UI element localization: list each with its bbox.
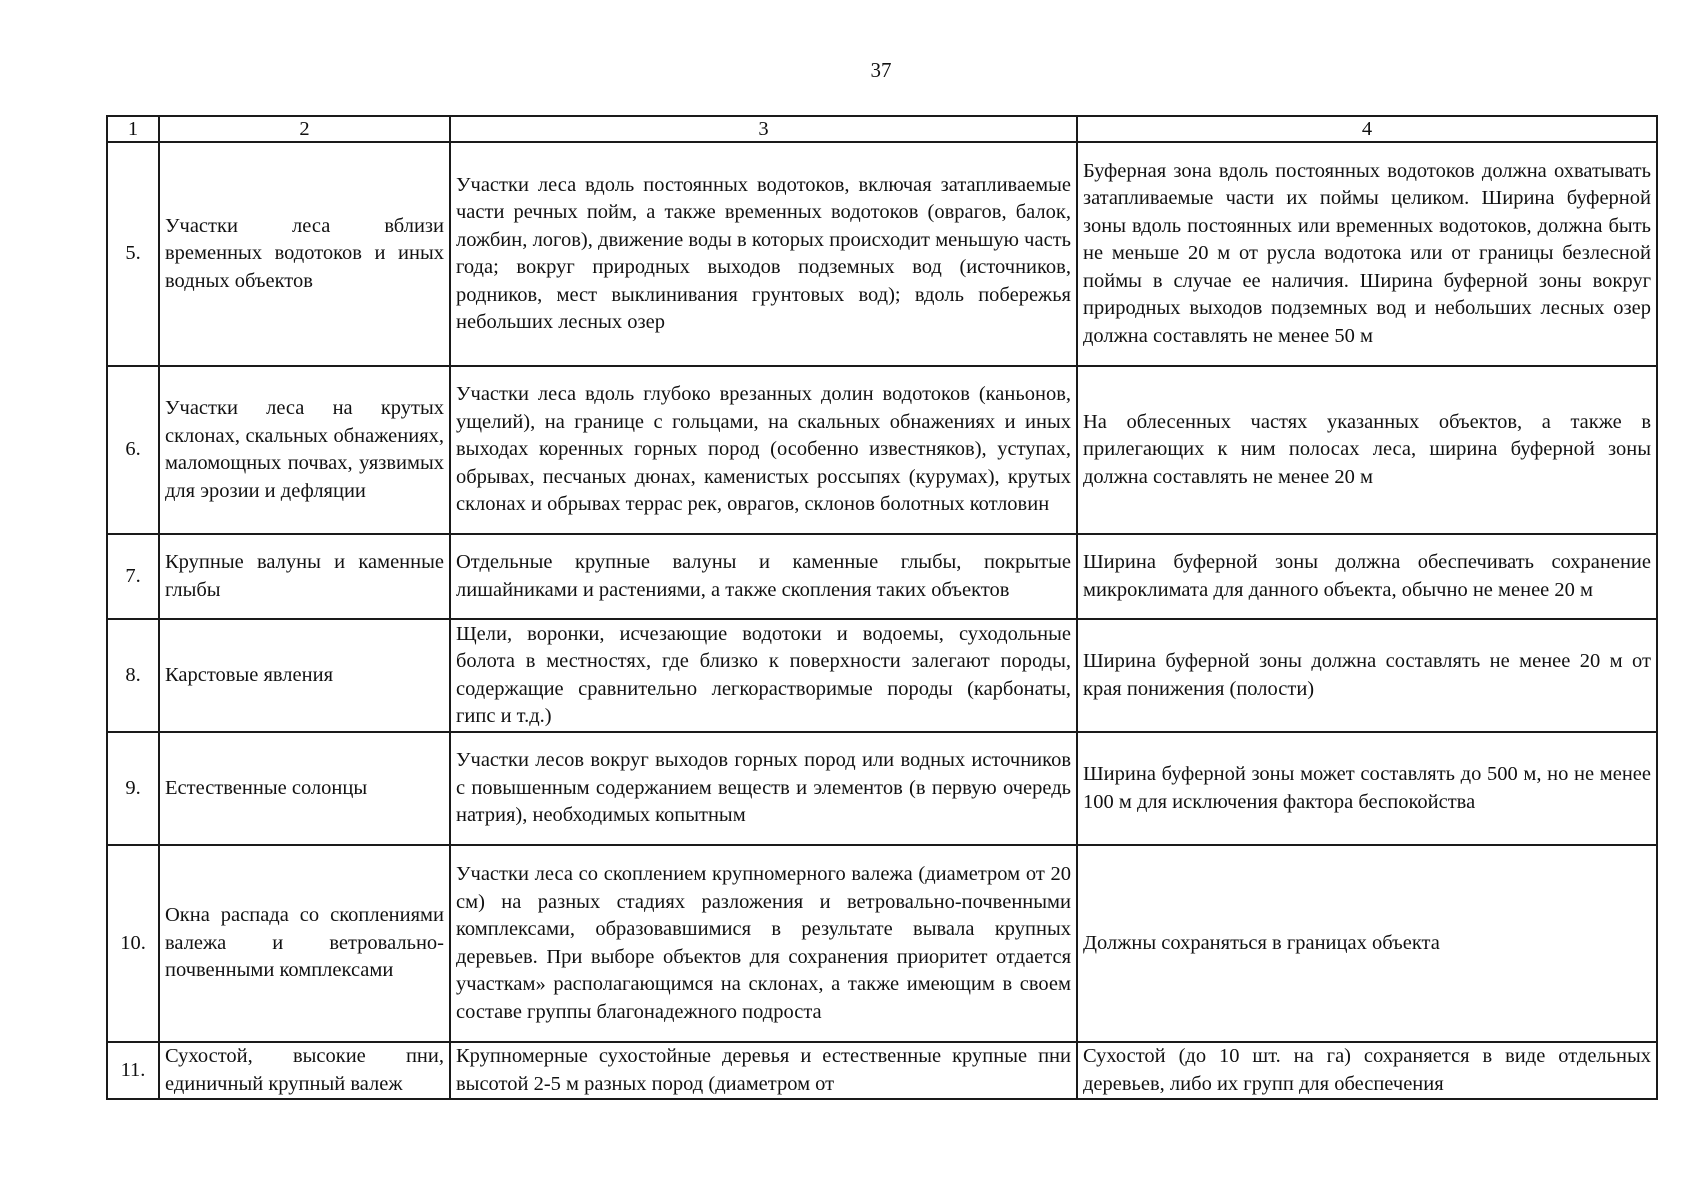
table-row [107, 732, 1657, 845]
object-description: Участки лесов вокруг выходов горных пород или водных источников с повышенным содержанием веществ и элементов (в первую очередь натрия), необходимых копытным [450, 732, 1077, 845]
buffer-requirement: Буферная зона вдоль постоянных водотоков должна охватывать затапливаемые части их поймы целиком. Ширина буферной зоны вдоль постоянных или временных водотоков, должна быть не меньше 20 м от русла водотока или от границы безлесной поймы в случае ее наличия. Ширина буферной зоны вокруг природных выходов подземных вод и небольших лесных озер должна составлять не менее 50 м [1077, 142, 1657, 366]
header-col-2: 2 [159, 116, 450, 142]
buffer-requirement: Должны сохраняться в границах объекта [1077, 845, 1657, 1042]
object-description: Отдельные крупные валуны и каменные глыбы, покрытые лишайниками и растениями, а также скопления таких объектов [450, 534, 1077, 619]
row-number: 8. [107, 619, 159, 732]
object-name: Сухостой, высокие пни, единичный крупный валеж [159, 1042, 450, 1099]
buffer-requirement: На облесенных частях указанных объектов, а также в прилегающих к ним полосах леса, ширина буферной зоны должна составлять не менее 20 м [1077, 366, 1657, 534]
row-number: 10. [107, 845, 159, 1042]
buffer-requirement: Ширина буферной зоны должна обеспечивать сохранение микроклимата для данного объекта, обычно не менее 20 м [1077, 534, 1657, 619]
object-description: Щели, воронки, исчезающие водотоки и водоемы, суходольные болота в местностях, где близко к поверхности залегают породы, содержащие сравнительно легкорастворимые породы (карбонаты, гипс и т.д.) [450, 619, 1077, 732]
row-number: 7. [107, 534, 159, 619]
object-description: Участки леса вдоль постоянных водотоков, включая затапливаемые части речных пойм, а также временных водотоков (оврагов, балок, ложбин, логов), движение воды в которых происходит меньшую часть года; вокруг природных выходов подземных вод (источников, родников, мест выклинивания грунтовых вод); вдоль побережья небольших лесных озер [450, 142, 1077, 366]
object-name: Участки леса вблизи временных водотоков и иных водных объектов [159, 142, 450, 366]
row-number: 11. [107, 1042, 159, 1099]
object-name: Крупные валуны и каменные глыбы [159, 534, 450, 619]
object-description: Крупномерные сухостойные деревья и естественные крупные пни высотой 2-5 м разных пород (диаметром от [450, 1042, 1077, 1099]
table-row [107, 534, 1657, 619]
object-name: Участки леса на крутых склонах, скальных обнажениях, маломощных почвах, уязвимых для эрозии и дефляции [159, 366, 450, 534]
object-name: Карстовые явления [159, 619, 450, 732]
buffer-requirement: Ширина буферной зоны может составлять до 500 м, но не менее 100 м для исключения фактора беспокойства [1077, 732, 1657, 845]
table-header-row [107, 116, 1657, 142]
table-row [107, 366, 1657, 534]
header-col-3: 3 [450, 116, 1077, 142]
header-col-1: 1 [107, 116, 159, 142]
buffer-requirement: Сухостой (до 10 шт. на га) сохраняется в виде отдельных деревьев, либо их групп для обеспечения [1077, 1042, 1657, 1099]
row-number: 5. [107, 142, 159, 366]
row-number: 9. [107, 732, 159, 845]
table-row [107, 845, 1657, 1042]
table-row [107, 1042, 1657, 1099]
page-number: 37 [870, 58, 892, 82]
buffer-requirement: Ширина буферной зоны должна составлять не менее 20 м от края понижения (полости) [1077, 619, 1657, 732]
row-number: 6. [107, 366, 159, 534]
object-description: Участки леса со скоплением крупномерного валежа (диаметром от 20 см) на разных стадиях разложения и ветровально-почвенными комплексами, образовавшимися в результате вывала крупных деревьев. При выборе объектов для сохранения приоритет отдается участкам» располагающимся на склонах, а также имеющим в своем составе группы благонадежного подроста [450, 845, 1077, 1042]
table-row [107, 142, 1657, 366]
object-name: Естественные солонцы [159, 732, 450, 845]
object-description: Участки леса вдоль глубоко врезанных долин водотоков (каньонов, ущелий), на границе с гольцами, на скальных обнажениях и иных выходах коренных горных пород (особенно известняков), уступах, обрывах, песчаных дюнах, каменистых россыпях (курумах), крутых склонах и обрывах террас рек, оврагов, склонов болотных котловин [450, 366, 1077, 534]
header-col-4: 4 [1077, 116, 1657, 142]
table-row [107, 619, 1657, 732]
data-table [106, 115, 1658, 1100]
object-name: Окна распада со скоплениями валежа и ветровально- почвенными комплексами [159, 845, 450, 1042]
